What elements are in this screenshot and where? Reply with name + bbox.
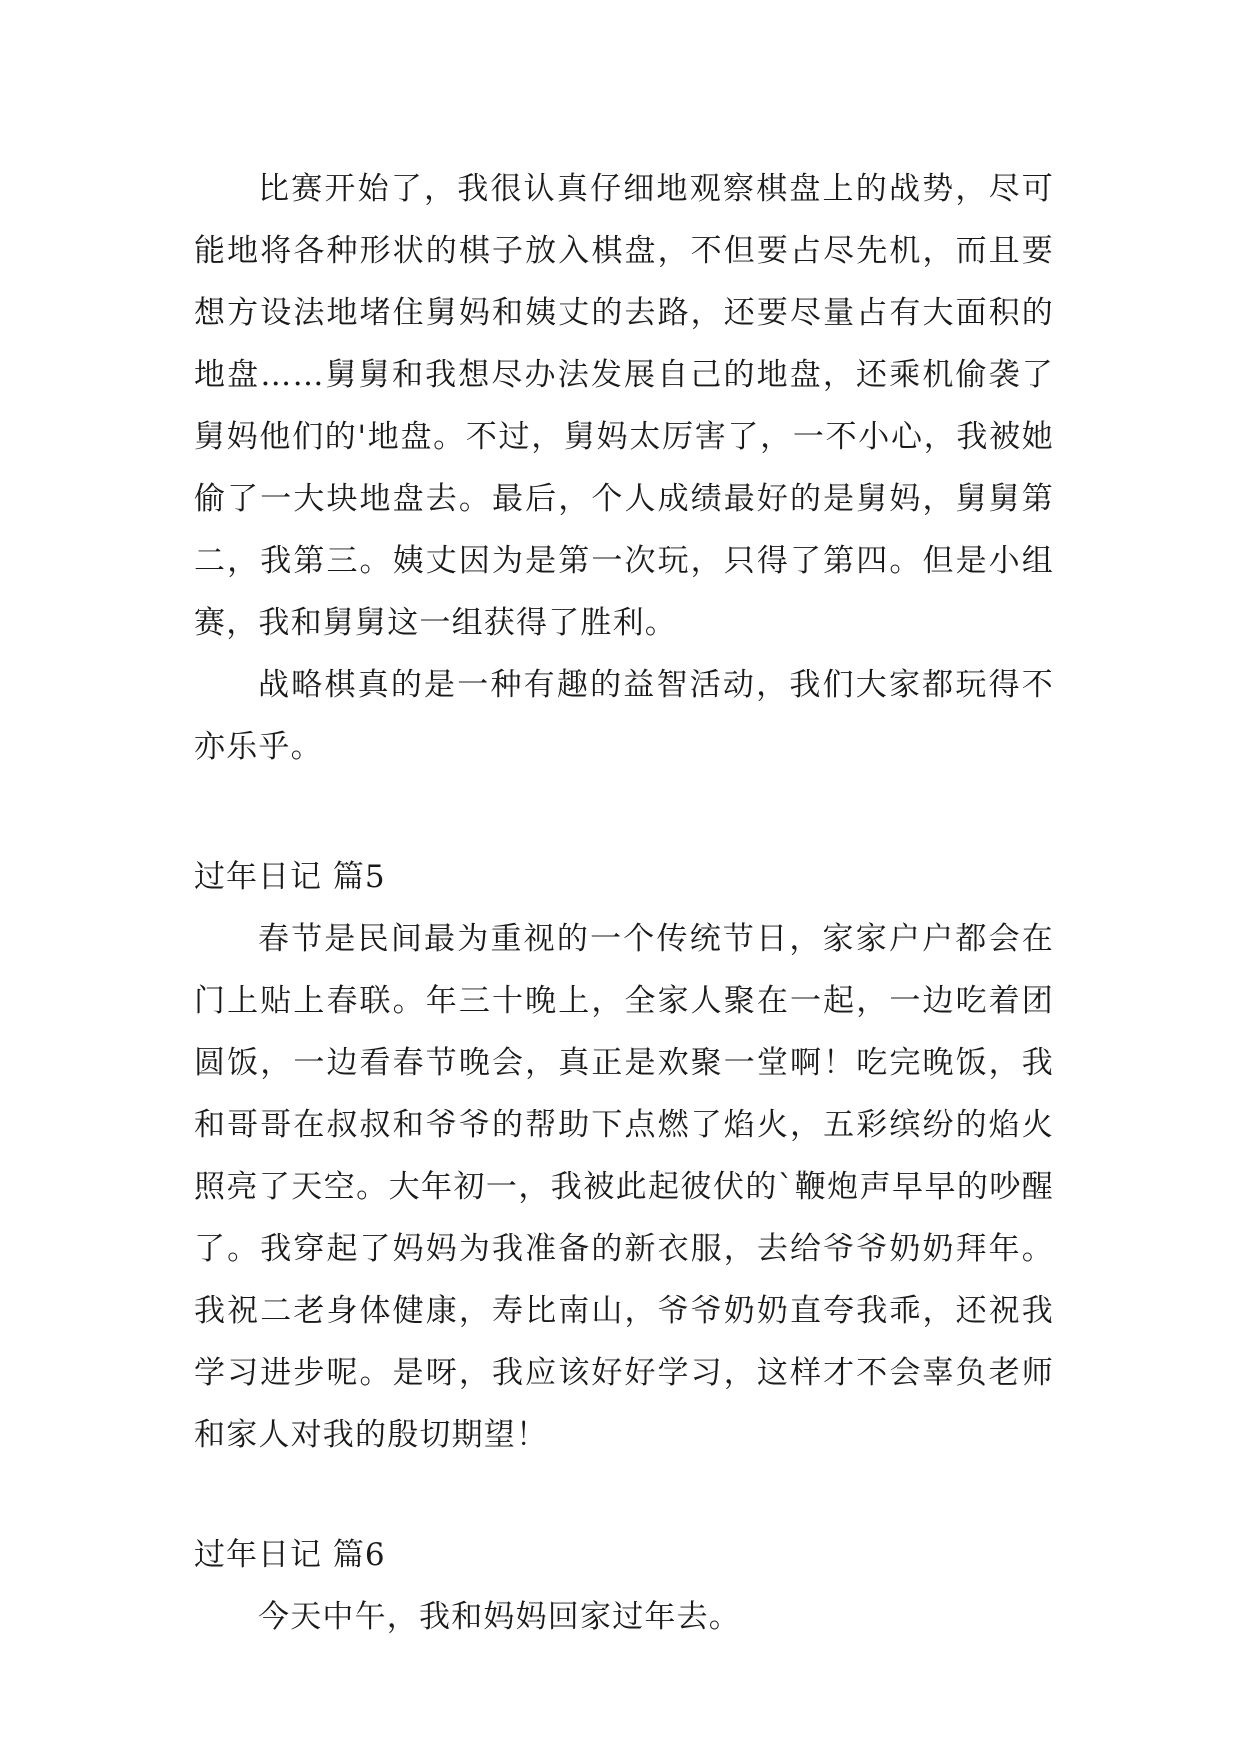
paragraph-strategy-game-conclusion: 战略棋真的是一种有趣的益智活动，我们大家都玩得不亦乐乎。 xyxy=(194,667,1054,765)
section-heading-5: 过年日记 篇5 xyxy=(194,859,386,895)
paragraph-spring-festival: 春节是民间最为重视的一个传统节日，家家户户都会在门上贴上春联。年三十晚上，全家人聚在一起，一边吃着团圆饭，一边看春节晚会，真正是欢聚一堂啊！吃完晚饭，我和哥哥在叔叔和爷爷的帮助下点燃了焰火，五彩缤纷的焰火照亮了天空。大年初一，我被此起彼伏的`鞭炮声早早的吵醒了。我穿起了妈妈为我准备的新衣服，去给爷爷奶奶拜年。我祝二老身体健康，寿比南山，爷爷奶奶直夸我乖，还祝我学习进步呢。是呀，我应该好好学习，这样才不会辜负老师和家人对我的殷切期望！ xyxy=(194,921,1054,1453)
paragraph-strategy-game-match: 比赛开始了，我很认真仔细地观察棋盘上的战势，尽可能地将各种形状的棋子放入棋盘，不但要占尽先机，而且要想方设法地堵住舅妈和姨丈的去路，还要尽量占有大面积的地盘……舅舅和我想尽办法发展自己的地盘，还乘机偷袭了舅妈他们的'地盘。不过，舅妈太厉害了，一不小心，我被她偷了一大块地盘去。最后，个人成绩最好的是舅妈，舅舅第二，我第三。姨丈因为是第一次玩，只得了第四。但是小组赛，我和舅舅这一组获得了胜利。 xyxy=(194,171,1054,641)
paragraph-going-home: 今天中午，我和妈妈回家过年去。 xyxy=(258,1599,741,1635)
section-heading-6: 过年日记 篇6 xyxy=(194,1537,386,1573)
section-spacer xyxy=(194,1466,1054,1524)
document-body xyxy=(194,158,1054,1648)
section-spacer xyxy=(194,778,1054,846)
